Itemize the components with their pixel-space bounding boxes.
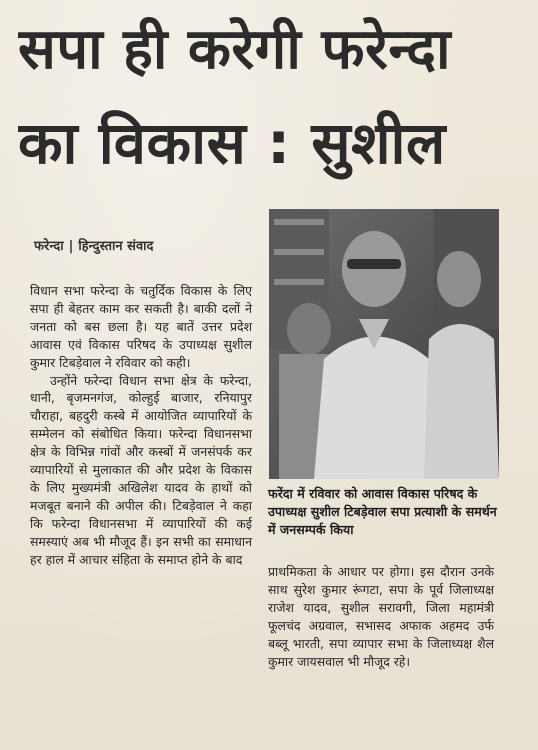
article-column-2 <box>268 563 494 670</box>
news-photo <box>269 209 499 479</box>
article-paragraph-1: विधान सभा फरेन्दा के चतुर्दिक विकास के लिए सपा ही बेहतर काम कर सकती है। बाकी दलों ने जनता को बस छला है। यह बातें उत्तर प्रदेश आवास एवं विकास परिषद के उपाध्यक्ष सुशील कुमार टिबड़ेवाल ने रविवार को कही। <box>30 283 252 370</box>
article-column-1 <box>30 282 252 569</box>
byline <box>34 236 153 254</box>
byline-place: फरेन्दा <box>34 239 64 254</box>
headline-line-2: का विकास : सुशील <box>18 109 446 177</box>
photo-caption: फरेंदा में रविवार को आवास विकास परिषद के उपाध्यक्ष सुशील टिबड़ेवाल सपा प्रत्याशी के समर्थन में जनसम्पर्क किया <box>268 486 497 537</box>
headline-line-1: सपा ही करेगी फरेन्दा <box>18 17 451 82</box>
article-paragraph-2: उन्होंने फरेन्दा विधान सभा क्षेत्र के फरेन्दा, धानी, बृजमनगंज, कोल्हुई बाजार, रनियापुर चौराहा, बहदुरी कस्बे में आयोजित व्यापारियों के सम्मेलन को संबोधित किया। फरेन्दा विधानसभा क्षेत्र के विभिन्न गांवों और कस्बों में जनसंपर्क कर व्यापारियों से मुलाकात की और प्रदेश के विकास के लिए मुख्यमंत्री अखिलेश यादव के हाथों को मजबूत बनाने की अपील की। टिबड़ेवाल ने कहा कि फरेन्दा विधानसभा में व्यापारियों की कई समस्याएं अब भी मौजूद हैं। इन सभी का समाधान हर हाल में आचार संहिता के समाप्त होने के बाद <box>30 372 252 567</box>
article-paragraph-3: प्राथमिकता के आधार पर होगा। इस दौरान उनके साथ सुरेश कुमार रूंगटा, सपा के पूर्व जिलाध्यक्ष राजेश यादव, सुशील सरावगी, जिला महामंत्री फूलचंद अग्रवाल, सभासद अफाक अहमद उर्फ बब्लू भारती, सपा व्यापार सभा के जिलाध्यक्ष शैल कुमार जायसवाल भी मौजूद रहे। <box>268 564 494 669</box>
byline-separator: | <box>68 239 74 254</box>
news-photo-illustration <box>269 209 499 479</box>
byline-source: हिन्दुस्तान संवाद <box>78 239 154 254</box>
